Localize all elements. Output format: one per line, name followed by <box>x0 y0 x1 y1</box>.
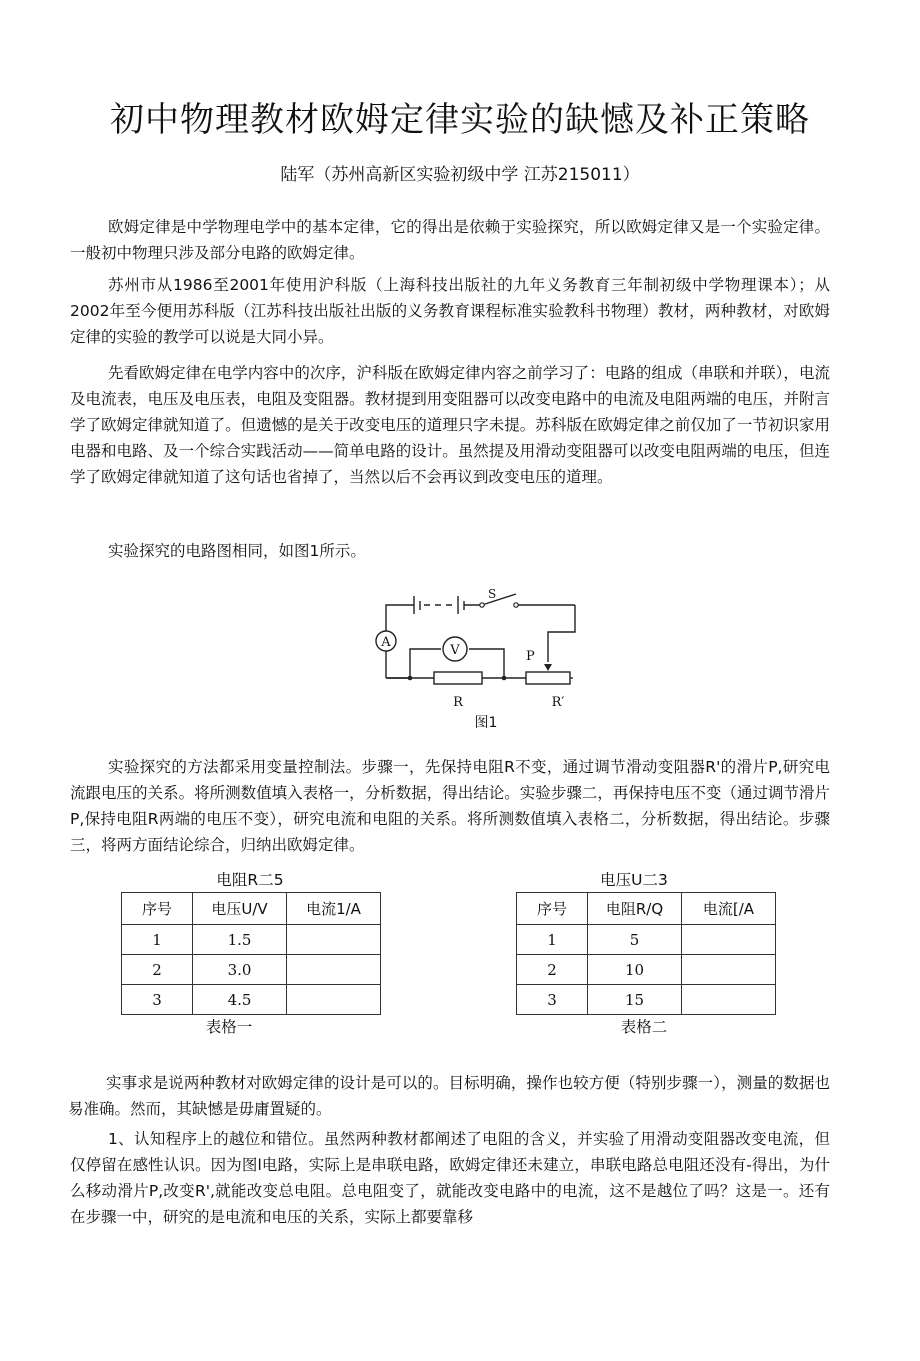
paragraph: 实验探究的电路图相同，如图1所示。 <box>108 542 366 560</box>
switch-contact <box>514 603 518 607</box>
figure-caption: 图1 <box>474 715 498 731</box>
table-header-cell: 电流[/A <box>682 893 776 925</box>
table-cell <box>287 985 381 1015</box>
table-cell: 2 <box>122 955 193 985</box>
table-header-row <box>122 893 381 925</box>
table-cell: 5 <box>588 925 682 955</box>
table1-caption-top: 电阻R二5 <box>216 871 284 889</box>
table-two <box>516 892 776 1015</box>
table-cell: 4.5 <box>193 985 287 1015</box>
switch-label: S <box>488 587 497 601</box>
voltmeter-label: V <box>450 643 460 658</box>
paragraph: 先看欧姆定律在电学内容中的次序，沪科版在欧姆定律内容之前学习了：电路的组成（串联和并联），电流及电流表，电压及电压表，电阻及变阻器。教材提到用变阻器可以改变电路中的电流及电阻两端的电压，并附言学了欧姆定律就知道了。但遗憾的是关于改变电压的道理只字未提。苏科版在欧姆定律之前仅加了一节初识家用电器和电路、及一个综合实践活动——简单电路的设计。虽然提及用滑动变阻器可以改变电阻两端的电压，但连学了欧姆定律就知道了这句话也省掉了，当然以后不会再议到改变电压的道理。 <box>70 364 830 486</box>
table-header-cell: 序号 <box>122 893 193 925</box>
table-cell: 1 <box>122 925 193 955</box>
resistor-r <box>434 672 482 684</box>
table-row <box>122 985 381 1015</box>
table-row <box>122 925 381 955</box>
table-cell: 15 <box>588 985 682 1015</box>
table-one <box>121 892 381 1015</box>
junction-dot <box>502 676 507 681</box>
paragraph: 实事求是说两种教材对欧姆定律的设计是可以的。目标明确，操作也较方便（特别步骤一），测量的数据也易准确。然而，其缺憾是毋庸置疑的。 <box>68 1074 830 1118</box>
table-cell: 3 <box>122 985 193 1015</box>
paragraph: 1、认知程序上的越位和错位。虽然两种教材都阐述了电阻的含义，并实验了用滑动变阻器改变电流，但仅停留在感性认识。因为图l电路，实际上是串联电路，欧姆定律还未建立，串联电路总电阻还没有-得出，为什么移动滑片P,改变R',就能改变总电阻。总电阻变了，就能改变电路中的电流，这不是越位了吗？这是一。还有在步骤一中，研究的是电流和电压的关系，实际上都要靠移 <box>70 1130 830 1226</box>
table-cell: 10 <box>588 955 682 985</box>
table-row <box>517 955 776 985</box>
rheostat-r-prime <box>526 672 570 684</box>
table-cell <box>682 985 776 1015</box>
table-cell: 1 <box>517 925 588 955</box>
switch-contact <box>480 603 484 607</box>
author-line: 陆军（苏州高新区实验初级中学 江苏215011） <box>280 165 640 185</box>
junction-dot <box>408 676 413 681</box>
table-row <box>517 985 776 1015</box>
slider-arrow-icon <box>544 664 552 671</box>
table2-caption-bottom: 表格二 <box>620 1018 668 1036</box>
table-cell: 1.5 <box>193 925 287 955</box>
table-header-row <box>517 893 776 925</box>
table-header-cell: 电阻R/Q <box>588 893 682 925</box>
table-cell: 2 <box>517 955 588 985</box>
table-cell: 3 <box>517 985 588 1015</box>
rheostat-label: R′ <box>551 695 565 710</box>
paragraph: 欧姆定律是中学物理电学中的基本定律，它的得出是依赖于实验探究，所以欧姆定律又是一个实验定律。一般初中物理只涉及部分电路的欧姆定律。 <box>70 218 830 262</box>
table-cell <box>287 955 381 985</box>
table-header-cell: 序号 <box>517 893 588 925</box>
table-header-cell: 电压U/V <box>193 893 287 925</box>
paragraph: 实验探究的方法都采用变量控制法。步骤一，先保持电阻R不变，通过调节滑动变阻器R'的滑片P,研究电流跟电压的关系。将所测数值填入表格一，分析数据，得出结论。实验步骤二，再保持电压不变（通过调节滑片P,保持电阻R两端的电压不变），研究电流和电阻的关系。将所测数值填入表格二，分析数据，得出结论。步骤三，将两方面结论综合，归纳出欧姆定律。 <box>70 758 830 854</box>
table-row <box>517 925 776 955</box>
table2-caption-top: 电压U二3 <box>600 871 668 889</box>
table-cell: 3.0 <box>193 955 287 985</box>
circuit-diagram <box>370 582 580 732</box>
paragraph: 苏州市从1986至2001年使用沪科版（上海科技出版社的九年义务教育三年制初级中学物理课本）；从2002年至今便用苏科版（江苏科技出版社出版的义务教育课程标准实验教科书物理）教材，两种教材，对欧姆定律的实验的教学可以说是大同小异。 <box>70 276 830 346</box>
table-row <box>122 955 381 985</box>
resistor-label: R <box>453 695 463 710</box>
table-cell <box>287 925 381 955</box>
table-cell <box>682 955 776 985</box>
table1-caption-bottom: 表格一 <box>205 1018 253 1036</box>
table-header-cell: 电流1/A <box>287 893 381 925</box>
paper-title: 初中物理教材欧姆定律实验的缺憾及补正策略 <box>110 100 810 140</box>
slider-label: P <box>526 649 535 664</box>
ammeter-label: A <box>381 635 391 650</box>
table-cell <box>682 925 776 955</box>
